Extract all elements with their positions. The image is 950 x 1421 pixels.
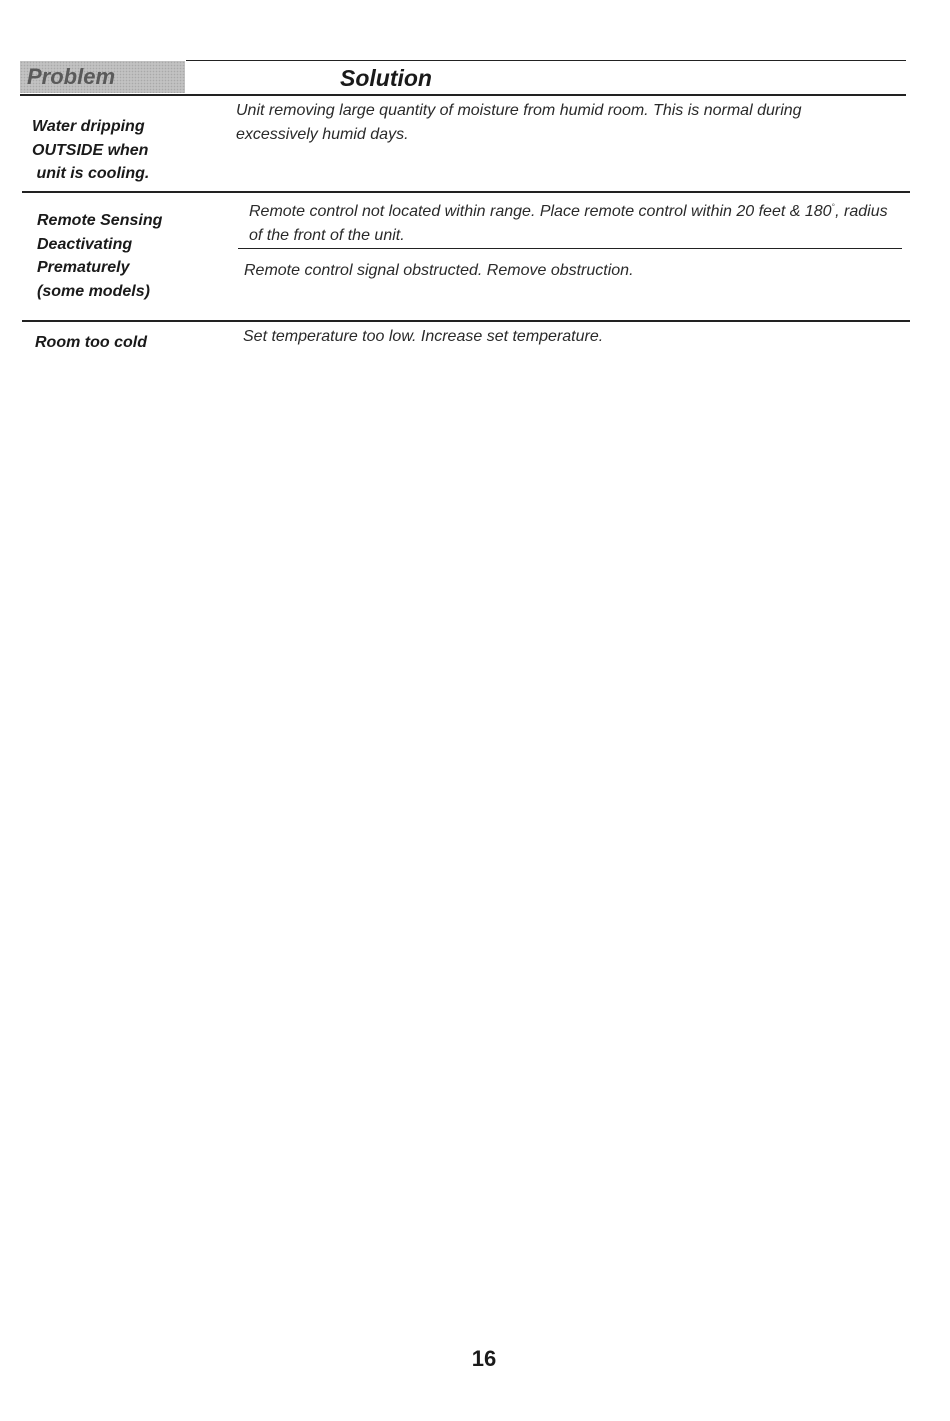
problem-remote-sensing: Remote Sensing Deactivating Prematurely (some models): [37, 212, 163, 300]
row-divider: [22, 191, 910, 193]
solution-divider: [238, 248, 902, 249]
solution-remote-range-text: Remote control not located within range. Place remote control within 20 feet & 180: [249, 203, 832, 220]
solution-water-dripping: Unit removing large quantity of moisture from humid room. This is normal during excessively humid days.: [236, 102, 802, 143]
solution-remote-range-text-end: , radius of the front of the unit.: [249, 203, 888, 244]
problem-water-dripping: Water dripping OUTSIDE when unit is cooling.: [32, 118, 150, 182]
problem-column-header: Problem: [20, 61, 185, 93]
header-divider: [20, 94, 906, 96]
solution-room-too-cold: Set temperature too low. Increase set temperature.: [243, 328, 604, 345]
row-divider: [22, 320, 910, 322]
page-number: 16: [471, 1346, 497, 1371]
degree-symbol: °: [831, 202, 836, 212]
table-top-rule: [186, 60, 906, 61]
solution-column-header: Solution: [340, 65, 432, 91]
solution-remote-range: [249, 195, 899, 248]
solution-remote-obstructed: Remote control signal obstructed. Remove obstruction.: [244, 262, 634, 279]
problem-room-too-cold: Room too cold: [35, 334, 147, 351]
